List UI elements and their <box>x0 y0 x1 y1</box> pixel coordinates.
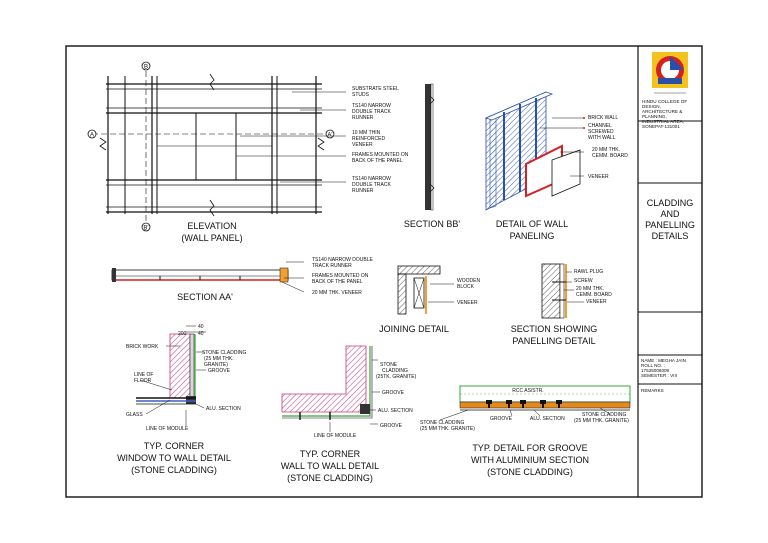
corner-wall-title-3: (STONE CLADDING) <box>287 473 373 483</box>
label-cw-line-of-module: LINE OF MODULE <box>146 426 189 432</box>
sheet-title-line-3: PANELLING <box>645 220 695 230</box>
marker-a-prime: A' <box>327 132 333 139</box>
sheet-title <box>645 198 695 241</box>
label-panel-veneer: VENEER <box>586 299 607 305</box>
corner-window-title-2: WINDOW TO WALL DETAIL <box>117 453 231 463</box>
student-name: NAME : MEGHA JAIN <box>641 358 686 363</box>
corner-wall-drawing <box>282 346 380 432</box>
corner-window-title-3: (STONE CLADDING) <box>131 465 217 475</box>
label-wooden: WOODEN <box>457 278 481 284</box>
label-cwall-cladding: CLADDING <box>382 368 408 374</box>
label-cwall-groove-1: GROOVE <box>382 390 404 396</box>
student-info <box>641 358 686 378</box>
section-aa-title: SECTION AA' <box>177 292 233 302</box>
panelling-section-title-1: SECTION SHOWING <box>510 324 598 334</box>
wall-paneling-title-2: PANELING <box>509 231 555 241</box>
label-substrate-studs-1: SUBSTRATE STEEL <box>352 86 399 92</box>
label-glass: GLASS <box>126 412 143 418</box>
label-cw-alu-section: ALU. SECTION <box>206 406 241 412</box>
label-joining-veneer: VENEER <box>457 300 478 306</box>
label-20mm-board-1: 20 MM THK. <box>592 147 620 153</box>
dim-40-top: 40 <box>198 324 204 330</box>
marker-b: B <box>143 64 149 71</box>
sheet-title-line-4: DETAILS <box>651 231 689 241</box>
label-cwall-groove-2: GROOVE <box>380 423 402 429</box>
label-aa-frames-2: BACK OF THE PANEL <box>312 279 363 285</box>
label-panel-20mm-2: CEMM. BOARD <box>576 292 612 298</box>
label-stone-cladding-1: STONE CLADDING <box>202 350 247 356</box>
panelling-section-title-2: PANELLING DETAIL <box>512 336 596 346</box>
label-groove-stone-left-1: STONE CLADDING <box>420 420 465 426</box>
label-aa-veneer: 20 MM THK. VENEER <box>312 290 362 296</box>
label-screw: SCREW <box>574 278 593 284</box>
marker-a: A <box>89 132 95 139</box>
elevation-title-2: (WALL PANEL) <box>181 233 243 243</box>
label-groove-stone-right-2: (25 MM THK. GRANITE) <box>574 418 629 424</box>
label-floor: FLOOR <box>134 378 152 384</box>
label-ts140-bottom-3: RUNNER <box>352 188 374 194</box>
label-aa-ts140-1: TS140 NARROW DOUBLE <box>312 257 373 263</box>
college-line-6: SONEPAT-131001 <box>642 124 680 129</box>
label-cwall-alu-section: ALU. SECTION <box>378 408 413 414</box>
label-cwall-line-of-module: LINE OF MODULE <box>314 433 357 439</box>
elevation-title-1: ELEVATION <box>187 221 237 231</box>
dim-200: 200 <box>178 331 187 337</box>
label-screwed: SCREWED <box>588 129 614 135</box>
section-aa-drawing <box>112 262 304 292</box>
label-groove-stone-right-1: STONE CLADDING <box>582 412 627 418</box>
label-channel: CHANNEL <box>588 123 612 129</box>
label-panel-20mm-1: 20 MM THK. <box>576 286 604 292</box>
label-cwall-stone: STONE <box>380 362 398 368</box>
section-bb-title: SECTION BB' <box>403 219 461 229</box>
label-cw-groove: GROOVE <box>208 368 230 374</box>
corner-wall-title-1: TYP. CORNER <box>299 449 361 459</box>
label-veneer-1: 10 MM THIN <box>352 130 381 136</box>
remarks-label: REMARKS <box>641 388 664 393</box>
college-line-2: DESIGN, <box>642 104 661 109</box>
label-ts140-bottom-1: TS140 NARROW <box>352 176 391 182</box>
label-ts140-top-2: DOUBLE TRACK <box>352 109 391 115</box>
marker-b-prime: B' <box>143 225 149 232</box>
student-roll-number: 17535006009 <box>641 368 670 373</box>
label-aa-frames-1: FRAMES MOUNTED ON <box>312 273 369 279</box>
college-logo <box>652 52 688 93</box>
groove-title-1: TYP. DETAIL FOR GROOVE <box>472 443 588 453</box>
wall-paneling-title-1: DETAIL OF WALL <box>495 219 569 229</box>
label-substrate-studs-2: STUDS <box>352 92 369 98</box>
label-brick-wall: BRICK WALL <box>588 115 619 121</box>
joining-detail-title: JOINING DETAIL <box>379 324 449 334</box>
label-groove-alu-section: ALU. SECTION <box>530 416 565 422</box>
student-semester: SEMESTER : VIII <box>641 373 677 378</box>
groove-title-2: WITH ALUMINIUM SECTION <box>470 455 590 465</box>
college-line-5: INDUSTRIAL AREA, <box>642 119 684 124</box>
label-ts140-bottom-2: DOUBLE TRACK <box>352 182 391 188</box>
label-ts140-top-3: RUNNER <box>352 115 374 121</box>
college-address <box>642 99 687 129</box>
college-line-4: PLANNING, <box>642 114 667 119</box>
label-groove-groove: GROOVE <box>490 416 512 422</box>
label-rcc: RCC AS/STR. <box>512 388 544 394</box>
label-veneer-2: REINFORCED <box>352 136 386 142</box>
joining-detail-drawing <box>398 266 454 314</box>
label-20mm-board-2: CEMM. BOARD <box>592 153 628 159</box>
corner-window-title-1: TYP. CORNER <box>143 441 205 451</box>
label-frames-1: FRAMES MOUNTED ON <box>352 152 409 158</box>
label-aa-ts140-2: TRACK RUNNER <box>312 263 352 269</box>
label-frames-2: BACK OF THE PANEL <box>352 158 403 164</box>
corner-wall-title-2: WALL TO WALL DETAIL <box>280 461 380 471</box>
elevation-labels <box>352 86 409 194</box>
student-roll-label: ROLL NO. : <box>641 363 665 368</box>
label-line-of: LINE OF <box>134 372 154 378</box>
sheet-title-line-1: CLADDING <box>646 198 694 208</box>
college-line-3: ARCHITECTURE & <box>642 109 683 114</box>
section-bb-drawing <box>425 84 434 210</box>
label-groove-stone-left-2: (25 MM THK. GRANITE) <box>420 426 475 432</box>
groove-title-3: (STONE CLADDING) <box>487 467 573 477</box>
sheet-title-line-2: AND <box>660 209 680 219</box>
label-brick-work: BRICK WORK <box>126 344 159 350</box>
label-stone-cladding-2: (25 MM THK. <box>204 356 234 362</box>
college-line-1: HINDU COLLEGE OF <box>642 99 688 104</box>
label-ts140-top-1: TS140 NARROW <box>352 103 391 109</box>
label-with-wall: WITH WALL <box>588 135 616 141</box>
elevation-drawing <box>89 62 333 228</box>
wall-paneling-detail <box>486 92 585 210</box>
label-stone-cladding-3: GRANITE) <box>204 362 228 368</box>
label-block: BLOCK <box>457 284 474 290</box>
label-rawl-plug: RAWL PLUG <box>574 269 604 275</box>
dim-40: 40 <box>198 331 204 337</box>
label-veneer-wall: VENEER <box>588 174 609 180</box>
label-cwall-granite: (25TK. GRANITE) <box>376 374 417 380</box>
label-veneer-3: VENEER <box>352 142 373 148</box>
